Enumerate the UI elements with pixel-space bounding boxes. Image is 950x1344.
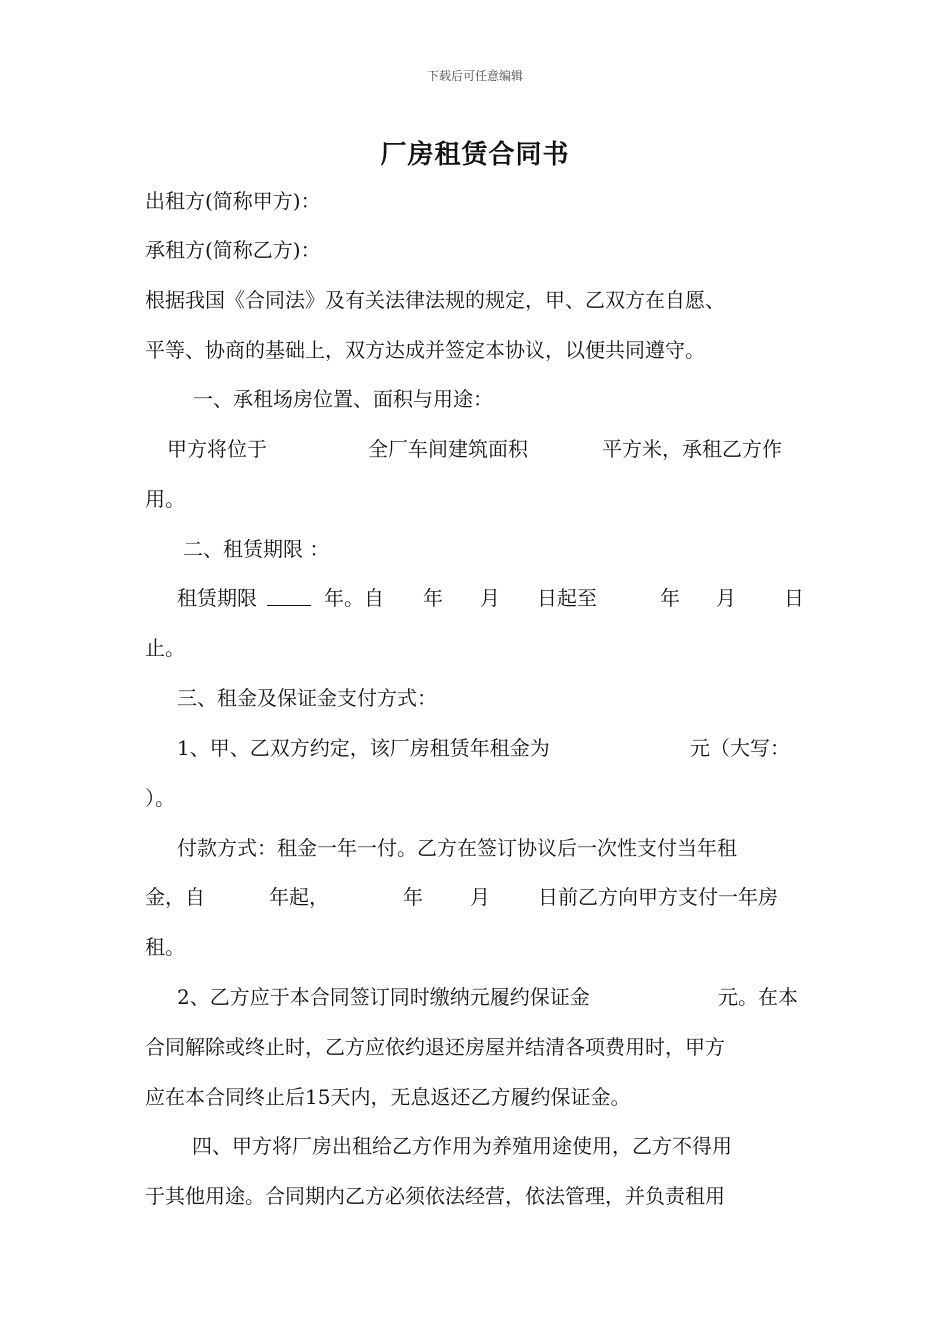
section-1-text-a: 甲方将位于 [167,437,267,461]
deposit-line-3: 应在本合同终止后15天内，无息返还乙方履约保证金。 [145,1085,631,1109]
deposit-text-b: 元。在本 [718,985,798,1009]
term-years-blank [267,587,311,606]
section-4-line-1: 四、甲方将厂房出租给乙方作用为养殖用途使用，乙方不得用 [192,1134,732,1158]
section-2-heading: 二、租赁期限 ： [183,537,330,561]
preamble-line-1 [145,285,807,315]
preamble-line-2: 平等、协商的基础上，双方达成并签定本协议，以便共同遵守。 [145,338,705,362]
payment-year: 年 [403,885,423,909]
lessor-line: 出租方(简称甲方)： [145,189,321,213]
section-1-text-b: 全厂车间建筑面积 [368,437,528,461]
document-title: 厂房租赁合同书 [380,140,570,170]
header-note: 下载后可任意编辑 [426,69,523,83]
payment-text-c: 日前乙方向甲方支付一年房 [538,885,778,909]
term-start-year: 年 [423,586,443,610]
deposit-text-a: 2、乙方应于本合同签订同时缴纳元履约保证金 [177,985,590,1009]
section-1-heading: 一、承租场房位置、面积与用途： [193,387,493,411]
term-from-text: 年。自 [324,586,384,610]
payment-text-b: 年起， [269,885,329,909]
term-start-day: 日起至 [537,586,597,610]
section-2-line-2: 止。 [145,636,185,660]
term-end-month: 月 [716,586,736,610]
preamble-text-1: 根据我国《合同法》及有关法律法规的规定，甲、乙双方在自愿、 [145,288,725,312]
term-end-day: 日 [784,586,804,610]
section-4-line-2: 于其他用途。合同期内乙方必须依法经营，依法管理，并负责租用 [145,1184,725,1208]
section-3-heading: 三、租金及保证金支付方式： [177,686,437,710]
lessee-line: 承租方(简称乙方)： [145,238,321,262]
section-1-line-2: 用。 [145,487,185,511]
payment-line-3: 租。 [145,935,185,959]
deposit-line-2: 合同解除或终止时，乙方应依约退还房屋并结清各项费用时，甲方 [145,1035,725,1059]
section-1-text-c: 平方米，承租乙方作 [602,437,782,461]
section-3-line-2: ）。 [145,786,175,810]
term-end-year: 年 [660,586,680,610]
payment-month: 月 [470,885,490,909]
payment-text-a: 金，自 [145,885,205,909]
term-start-month: 月 [480,586,500,610]
rent-text-b: 元（大写： [690,736,790,760]
payment-line-1: 付款方式：租金一年一付。乙方在签订协议后一次性支付当年租 [177,836,737,860]
rent-text-a: 1、甲、乙双方约定，该厂房租赁年租金为 [177,736,550,760]
term-label: 租赁期限 [177,586,257,610]
